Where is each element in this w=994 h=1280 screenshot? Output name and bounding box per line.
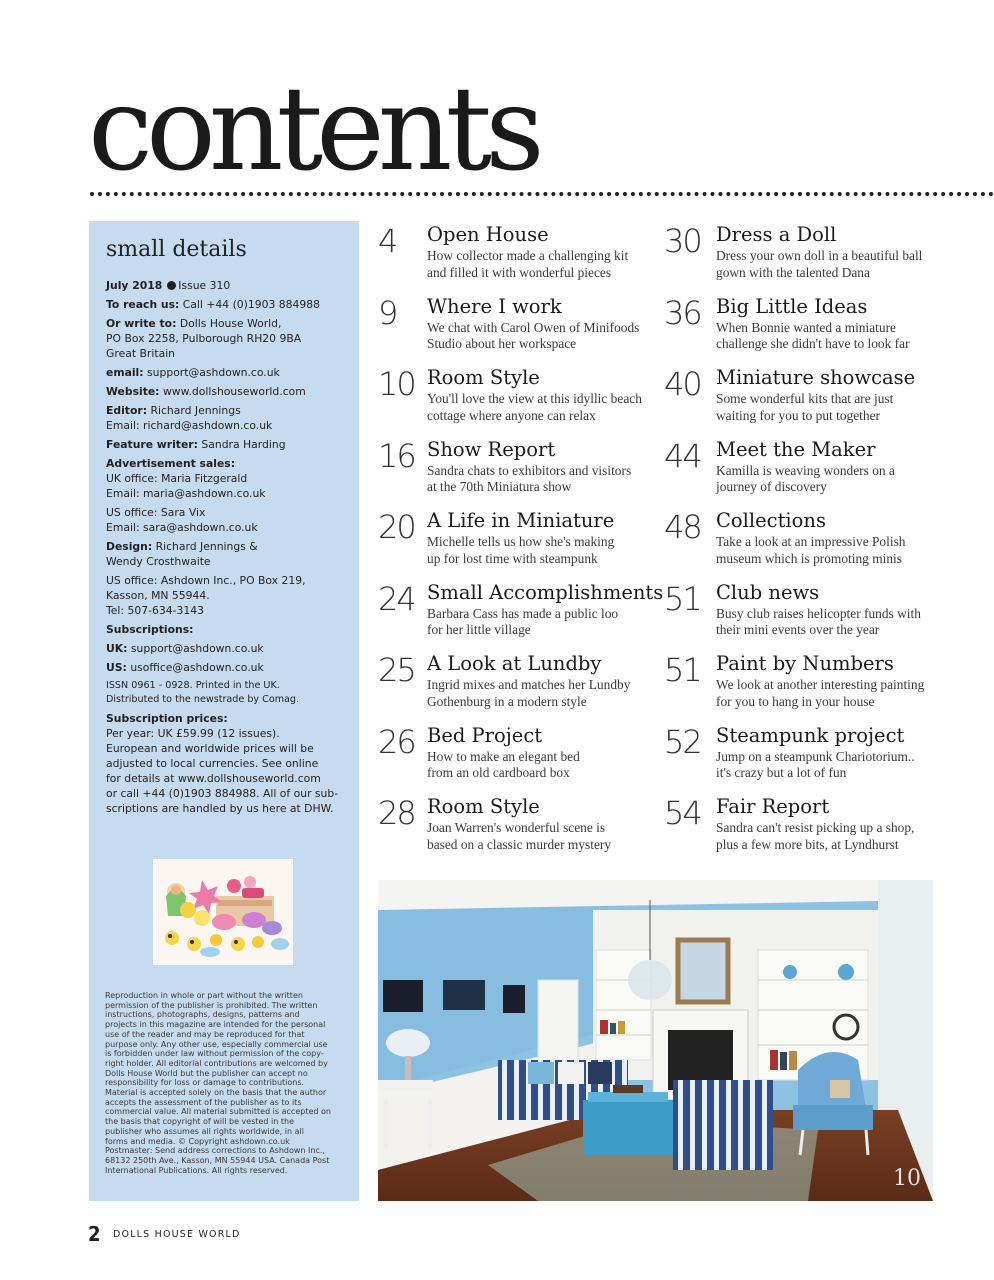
entry-desc-line: based on a classic murder mystery (427, 836, 612, 852)
entry-desc-line: Dress your own doll in a beautiful ball (716, 248, 923, 263)
design-name: Wendy Crosthwaite (106, 555, 211, 568)
feature-label: Feature writer: (106, 438, 198, 451)
prices-text: or call +44 (0)1903 884988. All of our sub- (106, 787, 339, 800)
entry-title: Open House (427, 223, 549, 246)
entry-desc-line: plus a few more bits, at Lyndhurst (716, 836, 899, 852)
entry-desc-line: Joan Warren's wonderful scene is (427, 820, 606, 835)
contents-entry[interactable] (664, 794, 964, 866)
entry-title: Miniature showcase (716, 366, 916, 389)
legal-line: commercial value. All material submitted is accepted on (105, 1107, 331, 1117)
entry-description (427, 463, 667, 496)
photo-page-ref: 10 (893, 1166, 921, 1191)
entry-description (427, 606, 667, 639)
entry-desc-line: Studio about her workspace (427, 336, 577, 351)
entry-desc-line: waiting for you to put together (716, 407, 881, 423)
contents-entry[interactable] (378, 580, 662, 652)
ad-uk-email: Email: maria@ashdown.co.uk (106, 487, 266, 500)
entry-page-number: 25 (378, 651, 415, 689)
page-number: 2 (88, 1222, 101, 1246)
address-line: Dolls House World, (179, 317, 282, 330)
contents-entry[interactable] (378, 222, 662, 294)
entry-desc-line: from an old cardboard box (427, 765, 570, 780)
entry-desc-line: When Bonnie wanted a miniature (716, 319, 896, 335)
legal-line: purpose only. Any other use, especially commercial use (105, 1039, 328, 1049)
entry-page-number: 9 (378, 293, 397, 332)
entry-title: Room Style (427, 795, 540, 818)
legal-line: right holder. All editorial contributions are welcomed by (105, 1058, 328, 1068)
address-line: PO Box 2258, Pulborough RH20 9BA (106, 332, 302, 345)
entry-title: Steampunk project (716, 723, 905, 747)
ad-us-office: US office: Sara Vix (106, 506, 206, 519)
design-name: Richard Jennings & (155, 540, 258, 553)
entry-desc-line: Jump on a steampunk Chariotorium.. (716, 748, 915, 764)
contents-entry[interactable] (378, 294, 662, 366)
entry-page-number: 44 (664, 436, 701, 475)
entry-desc-line: You'll love the view at this idyllic beach (427, 391, 642, 406)
entry-desc-line: Busy club raises helicopter funds with (716, 605, 921, 621)
entry-page-number: 16 (378, 436, 415, 475)
issue-number: Issue 310 (178, 279, 231, 292)
entry-desc-line: How to make an elegant bed (427, 748, 580, 764)
distribution-line: Distributed to the newstrade by Comag. (106, 694, 300, 705)
entry-desc-line: their mini events over the year (716, 622, 880, 637)
editor-name: Richard Jennings (150, 404, 241, 417)
legal-notice (105, 991, 339, 1175)
entry-desc-line: at the 70th Miniatura show (427, 479, 572, 494)
entry-desc-line: Michelle tells us how she's making (427, 534, 615, 549)
miniature-toys-thumbnail (153, 859, 293, 965)
entry-page-number: 28 (378, 794, 415, 832)
design-label: Design: (106, 540, 153, 553)
entry-title: Club news (716, 580, 820, 604)
entry-page-number: 26 (378, 722, 415, 761)
entry-description (427, 820, 667, 853)
entry-description (716, 534, 956, 567)
entry-desc-line: Barbara Cass has made a public loo (427, 605, 619, 621)
entry-desc-line: cottage where anyone can relax (427, 407, 596, 423)
contents-entry[interactable] (378, 365, 662, 437)
entry-description (427, 749, 667, 782)
sidebar-heading: small details (106, 237, 247, 262)
legal-line: projects in this magazine are intended for the personal (105, 1020, 326, 1030)
entry-description (716, 606, 956, 639)
entry-desc-line: Take a look at an impressive Polish (716, 534, 906, 549)
dotted-divider (90, 192, 994, 196)
legal-line: the basis that copyright of will be vested in the (105, 1117, 295, 1127)
entry-desc-line: journey of discovery (716, 479, 827, 494)
email-label: email: (106, 366, 144, 379)
entry-title: Collections (716, 509, 826, 532)
entry-description (427, 391, 667, 424)
entry-desc-line: for her little village (427, 622, 531, 637)
feature-writer: Sandra Harding (201, 438, 286, 451)
legal-line: responsibility for loss or damage to contributions. (105, 1078, 305, 1088)
contents-entry[interactable] (664, 222, 964, 294)
ad-label: Advertisement sales: (106, 457, 236, 470)
subs-uk-label: UK: (106, 642, 128, 655)
entry-title: Big Little Ideas (716, 294, 868, 318)
entry-description (716, 677, 956, 710)
entry-title: Small Accomplishments (427, 580, 664, 604)
prices-text: for details at www.dollshouseworld.com (106, 772, 321, 785)
contents-entry[interactable] (378, 651, 662, 723)
entry-description (427, 534, 667, 567)
entry-page-number: 48 (664, 508, 701, 546)
small-details-panel (89, 221, 359, 1201)
entry-desc-line: gown with the talented Dana (716, 264, 870, 280)
entry-description (716, 463, 956, 496)
entry-desc-line: Sandra can't resist picking up a shop, (716, 820, 915, 835)
entry-title: Bed Project (427, 723, 543, 747)
entry-page-number: 10 (378, 365, 415, 403)
entry-page-number: 40 (664, 365, 701, 403)
contents-entry[interactable] (378, 794, 662, 866)
contents-entry[interactable] (664, 651, 964, 723)
entry-desc-line: We look at another interesting painting (716, 677, 925, 692)
contents-entry[interactable] (664, 723, 964, 795)
entry-description (716, 320, 956, 353)
contents-entry[interactable] (378, 723, 662, 795)
entry-title: Show Report (427, 437, 556, 461)
contents-entry[interactable] (664, 365, 964, 437)
us-office-address: Kasson, MN 55944. (106, 589, 210, 602)
legal-line: 68132 250th Ave., Kasson, MN 55944 USA. Canada Post (105, 1155, 330, 1165)
reach-phone: Call +44 (0)1903 884988 (182, 298, 320, 311)
entry-description (716, 749, 956, 782)
entry-desc-line: Gothenburg in a modern style (427, 693, 587, 709)
legal-line: use of the reader and may be reproduced for that (105, 1029, 305, 1039)
beach-cottage-room-photo (378, 880, 933, 1201)
entry-page-number: 4 (378, 222, 397, 260)
entry-desc-line: Ingrid mixes and matches her Lundby (427, 677, 631, 692)
legal-line: Postmaster: Send address corrections to Ashdown Inc., (105, 1146, 325, 1156)
legal-line: International Publications. All rights reserved. (105, 1165, 288, 1175)
prices-text: adjusted to local currencies. See online (106, 757, 319, 770)
magazine-name: DOLLS HOUSE WORLD (113, 1229, 241, 1240)
ad-us-email: Email: sara@ashdown.co.uk (106, 521, 258, 534)
prices-text: Per year: UK £59.99 (12 issues). (106, 727, 280, 740)
issn-line: ISSN 0961 - 0928. Printed in the UK. (106, 680, 280, 691)
entry-desc-line: Some wonderful kits that are just (716, 391, 894, 406)
legal-line: Material is accepted solely on the basis that the author (105, 1088, 327, 1098)
subs-us-label: US: (106, 661, 127, 674)
contents-column-left (378, 222, 662, 866)
reach-label: To reach us: (106, 298, 180, 311)
entry-title: Dress a Doll (716, 223, 837, 246)
subs-uk-email[interactable]: support@ashdown.co.uk (130, 642, 264, 655)
issue-date: July 2018 (106, 279, 163, 292)
email-link[interactable]: support@ashdown.co.uk (147, 366, 280, 379)
entry-description (427, 248, 667, 281)
entry-page-number: 52 (664, 722, 701, 761)
entry-title: A Look at Lundby (427, 652, 602, 675)
entry-desc-line: up for lost time with steampunk (427, 550, 598, 566)
entry-title: Room Style (427, 366, 540, 389)
entry-title: Where I work (427, 294, 562, 318)
contents-entry[interactable] (378, 437, 662, 509)
legal-line: instructions, photographs, designs, patterns and (105, 1010, 300, 1020)
editor-label: Editor: (106, 404, 148, 417)
contents-entry[interactable] (664, 294, 964, 366)
bullet-icon (167, 281, 176, 290)
entry-title: Paint by Numbers (716, 652, 894, 675)
entry-page-number: 36 (664, 293, 701, 332)
us-office-tel: Tel: 507-634-3143 (106, 604, 204, 617)
website-link[interactable]: www.dollshouseworld.com (162, 385, 306, 398)
ad-uk-office: UK office: Maria Fitzgerald (106, 472, 248, 485)
entry-title: Meet the Maker (716, 437, 876, 461)
legal-line: is forbidden under law without permission of the copy- (105, 1049, 324, 1059)
entry-page-number: 54 (664, 794, 701, 832)
write-label: Or write to: (106, 317, 177, 330)
subscriptions-label: Subscriptions: (106, 623, 194, 636)
entry-desc-line: and filled it with wonderful pieces (427, 264, 612, 280)
contents-entry[interactable] (664, 508, 964, 580)
entry-title: A Life in Miniature (427, 509, 615, 532)
entry-page-number: 30 (664, 222, 701, 260)
entry-desc-line: We chat with Carol Owen of Minifoods (427, 319, 640, 335)
entry-page-number: 51 (664, 579, 701, 618)
entry-page-number: 24 (378, 579, 415, 618)
legal-line: forms and media. © Copyright ashdown.co.uk (105, 1136, 290, 1146)
entry-desc-line: museum which is promoting minis (716, 550, 902, 566)
contents-column-right (664, 222, 964, 866)
entry-page-number: 20 (378, 508, 415, 546)
entry-description (716, 820, 956, 853)
entry-desc-line: Kamilla is weaving wonders on a (716, 462, 895, 478)
contents-entry[interactable] (378, 508, 662, 580)
contents-entry[interactable] (664, 437, 964, 509)
subs-us-email[interactable]: usoffice@ashdown.co.uk (130, 661, 264, 674)
legal-line: accepts the assessment of the publisher as to its (105, 1097, 302, 1107)
entry-desc-line: challenge she didn't have to look far (716, 336, 910, 351)
legal-line: permission of the publisher is prohibited. The written (105, 1000, 318, 1010)
prices-text: European and worldwide prices will be (106, 742, 314, 755)
prices-label: Subscription prices: (106, 712, 228, 725)
entry-desc-line: Sandra chats to exhibitors and visitors (427, 462, 632, 478)
entry-desc-line: it's crazy but a lot of fun (716, 765, 847, 780)
legal-line: Reproduction in whole or part without the written (105, 991, 303, 1000)
masthead-info (106, 278, 346, 820)
address-line: Great Britain (106, 347, 176, 360)
editor-email: Email: richard@ashdown.co.uk (106, 419, 273, 432)
website-label: Website: (106, 385, 160, 398)
entry-description (427, 677, 667, 710)
entry-description (427, 320, 667, 353)
entry-page-number: 51 (664, 651, 701, 689)
us-office-address: US office: Ashdown Inc., PO Box 219, (106, 574, 306, 587)
prices-text: scriptions are handled by us here at DHW. (106, 802, 334, 815)
entry-description (716, 391, 956, 424)
entry-desc-line: How collector made a challenging kit (427, 248, 629, 263)
legal-line: publisher who assumes all rights worldwide, in all (105, 1126, 304, 1136)
entry-title: Fair Report (716, 795, 830, 818)
entry-description (716, 248, 956, 281)
page-title: contents (88, 62, 538, 197)
entry-desc-line: for you to hang in your house (716, 693, 875, 709)
legal-line: Dolls House World but the publisher can accept no (105, 1068, 308, 1078)
contents-entry[interactable] (664, 580, 964, 652)
